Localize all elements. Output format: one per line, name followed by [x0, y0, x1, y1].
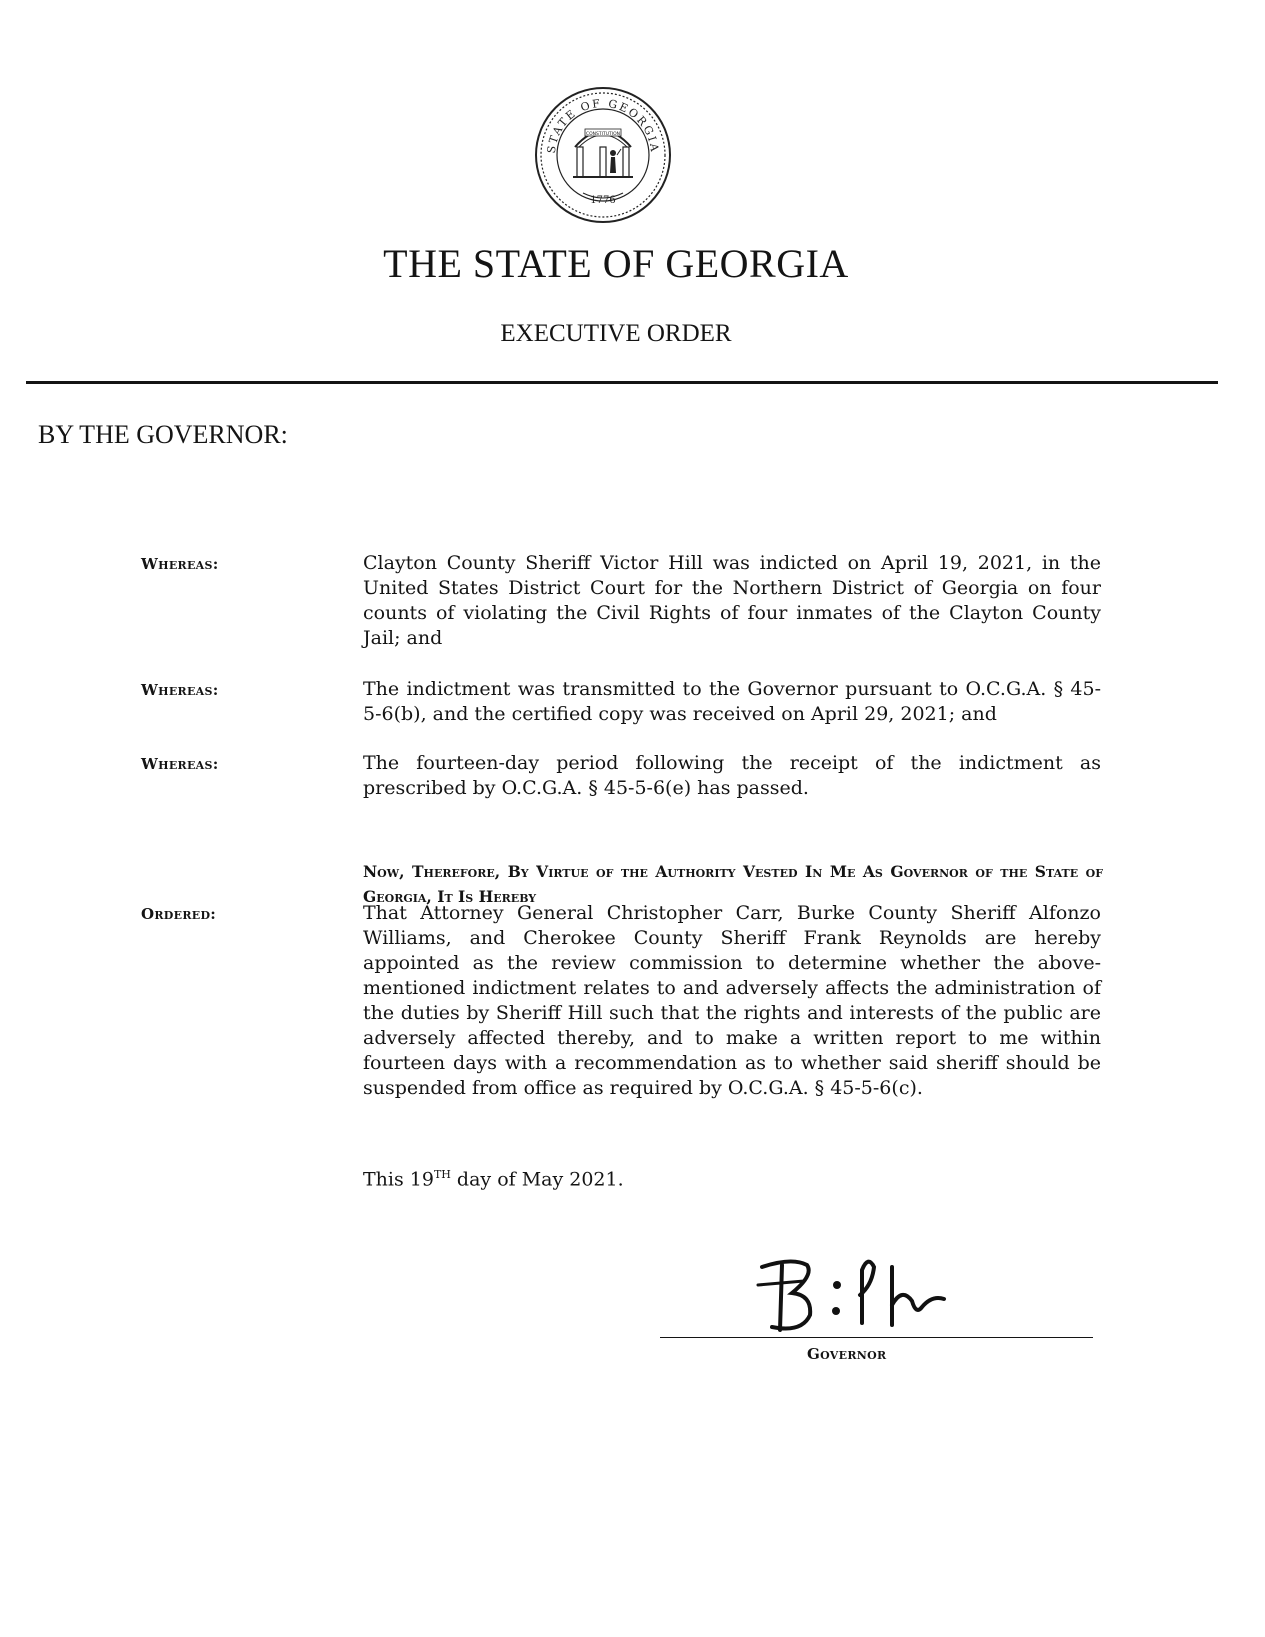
ordered-label: Ordered:	[141, 905, 217, 923]
whereas-clause-3: The fourteen-day period following the receipt of the indictment as prescribed by O.C.G.A. § 45-5-6(e) has passed.	[363, 752, 1101, 799]
whereas-clause-1: Clayton County Sheriff Victor Hill was indicted on April 19, 2021, in the United States District Court for the Northern District of Georgia on four counts of violating the Civil Rights of four inmates of the Clayton County Jail; and	[363, 552, 1101, 649]
governor-signature	[752, 1245, 977, 1340]
ordered-clause: That Attorney General Christopher Carr, Burke County Sheriff Alfonzo Williams, and Cherokee County Sheriff Frank Reynolds are hereby appointed as the review commission to determine whether the above-mentioned indictment relates to and adversely affects the administration of the duties by Sheriff Hill such that the rights and interests of the public are adversely affected thereby, and to make a written report to me within fourteen days with a recommendation as to whether said sheriff should be suspended from office as required by O.C.G.A. § 45-5-6(c).	[363, 902, 1101, 1099]
svg-text:STATE OF GEORGIA: STATE OF GEORGIA	[544, 96, 662, 155]
state-seal-image	[533, 85, 673, 225]
svg-text:CONSTITUTION: CONSTITUTION	[585, 132, 621, 137]
document-subtitle: EXECUTIVE ORDER	[500, 320, 732, 347]
document-title: THE STATE OF GEORGIA	[383, 241, 849, 286]
whereas-label: Whereas:	[141, 755, 219, 773]
signature-title: Governor	[807, 1345, 887, 1363]
preamble: BY THE GOVERNOR:	[38, 420, 288, 449]
header-divider	[26, 381, 1218, 384]
whereas-label: Whereas:	[141, 555, 219, 573]
signature-line	[660, 1337, 1093, 1338]
now-therefore-clause: Now, Therefore, By Virtue of the Authority Vested In Me As Governor of the State of Georgia, It Is Hereby	[363, 862, 1103, 906]
signing-date: This 19TH day of May 2021.	[363, 1168, 624, 1191]
svg-text:1776: 1776	[590, 195, 616, 206]
whereas-label: Whereas:	[141, 681, 219, 699]
whereas-clause-2: The indictment was transmitted to the Governor pursuant to O.C.G.A. § 45-5-6(b), and the certified copy was received on April 29, 2021; and	[363, 678, 1101, 725]
